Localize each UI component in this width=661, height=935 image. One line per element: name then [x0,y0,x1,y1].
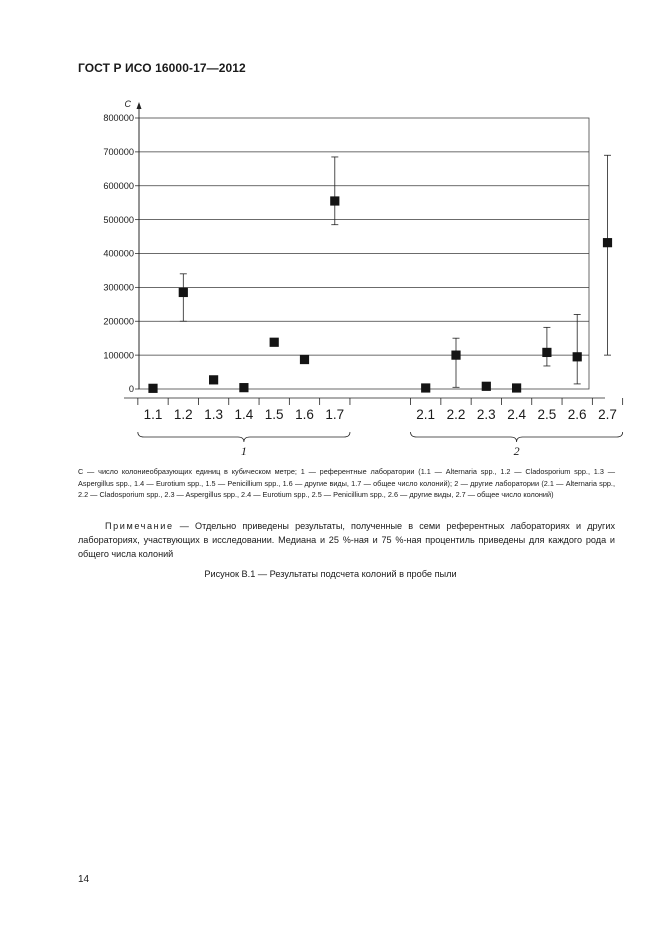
page-number: 14 [78,874,90,885]
document-header: ГОСТ Р ИСО 16000-17—2012 [78,61,246,75]
category-label: 1.6 [295,407,314,422]
category-label: 2.2 [446,407,466,422]
category-label: 1.4 [234,407,254,422]
figure-caption: Рисунок В.1 — Результаты подсчета колоний в пробе пыли [204,569,457,579]
category-label: 2.1 [416,407,436,422]
category-label: 1.3 [204,407,223,422]
group-label: 2 [513,444,520,458]
figure-note [78,519,615,561]
median-marker [148,384,157,393]
y-tick-label: 600000 [103,180,134,191]
legend-line-2: 2 — другие лаборатории (2.1 — Alternaria spp., 2.2 — Cladosporium spp., 2.3 — Aspergillus spp., 2.4 — Eurotium spp., 2.5 — Penicillium spp., 2.6 — другие виды, 2.7 — общее число колоний) [78,478,615,500]
y-tick-label: 100000 [103,350,134,361]
group-label: 1 [240,444,247,458]
note-label: Примечание [105,521,174,531]
median-marker [603,238,612,247]
category-label: 2.3 [476,407,496,422]
y-tick-label: 800000 [103,113,134,124]
y-tick-label: 200000 [103,316,134,327]
median-marker [573,352,582,361]
category-label: 1.5 [264,407,284,422]
y-axis-arrow [137,102,142,109]
category-label: 1.7 [325,407,345,422]
y-tick-label: 700000 [103,147,134,158]
median-marker [421,383,430,392]
y-axis-title: C [124,99,131,109]
median-marker [330,196,339,205]
category-label: 2.6 [567,407,587,422]
category-label: 2.7 [598,407,617,422]
median-marker [179,288,188,297]
median-marker [209,375,218,384]
y-tick-label: 400000 [103,248,134,259]
y-tick-label: 300000 [103,282,134,293]
note-text: — Отдельно приведены результаты, полученные в семи референтных лабораториях и других лабораториях, участвующих в исследовании. Медиана и 25 %-ная и 75 %-ная процентиль приведены для каждого рода и общего числа колоний [78,521,615,559]
median-marker [451,351,460,360]
median-marker [512,383,521,392]
category-label: 2.4 [507,407,526,422]
category-label: 1.1 [143,407,163,422]
group-brace [411,432,623,442]
y-tick-label: 0 [128,384,134,395]
median-marker [239,383,248,392]
category-label: 2.5 [537,407,557,422]
y-tick-label: 500000 [103,214,134,225]
group-brace [138,432,350,442]
figure-legend [78,466,615,501]
median-marker [270,338,279,347]
legend-line-1: С — число колониеобразующих единиц в кубическом метре; 1 — референтные лаборатории (1.1 — Alternaria spp., 1.2 — Cladosporium spp., 1.3 — Aspergillus spp., 1.4 — Eurotium spp., 1.5 — Penicillium spp., 1.6 — другие виды, 1.7 — общее число колоний); [78,467,615,488]
median-marker [300,355,309,364]
median-marker [482,382,491,391]
category-label: 1.2 [173,407,193,422]
median-marker [542,348,551,357]
